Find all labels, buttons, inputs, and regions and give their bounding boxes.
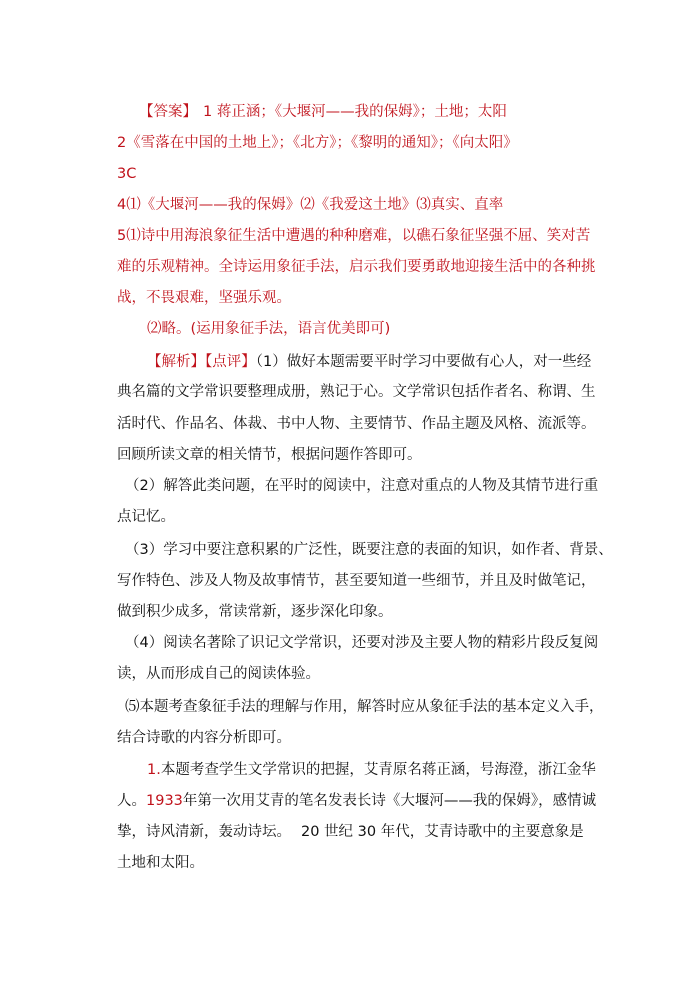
answer-5-line-3: 战，不畏艰难，坚强乐观。: [117, 290, 291, 306]
analysis-p1-line-3: 活时代、作品名、体裁、书中人物、主要情节、作品主题及风格、流派等。: [117, 416, 596, 432]
answer-4: 4⑴《大堰河——我的保姆》⑵《我爱这土地》⑶真实、直率: [117, 197, 504, 213]
answer-1: 1 蒋正涵；《大堰河——我的保姆》；土地；太阳: [203, 104, 507, 120]
analysis-p6-line-1-text: 本题考查学生文学常识的把握，艾青原名蒋正涵，号海澄，浙江金华: [160, 762, 596, 778]
analysis-p6-year: 1933: [146, 793, 183, 809]
analysis-p6-line-3-a: 挚，诗风清新，轰动诗坛。: [117, 824, 291, 840]
answer-3: 3C: [117, 166, 137, 182]
analysis-p1-line-1: （1）做好本题需要平时学习中要做有心人，对一些经: [255, 354, 592, 370]
analysis-p2-line-2: 点记忆。: [117, 509, 175, 525]
analysis-p3-line-2: 写作特色、涉及人物及故事情节，甚至要知道一些细节，并且及时做笔记，: [117, 573, 596, 589]
analysis-p6-line-3: [117, 822, 584, 842]
analysis-p3-line-3: 做到积少成多，常读常新，逐步深化印象。: [117, 604, 393, 620]
analysis-p2-line-1: （2）解答此类问题，在平时的阅读中，注意对重点的人物及其情节进行重: [125, 478, 599, 494]
analysis-p6-line-1: [147, 760, 596, 780]
answer-5-line-1: 5⑴诗中用海浪象征生活中遭遇的种种磨难，以礁石象征坚强不屈、笑对苦: [117, 228, 591, 244]
analysis-p1-line-4: 回顾所读文章的相关情节，根据问题作答即可。: [117, 447, 422, 463]
analysis-line-1: [147, 352, 591, 372]
analysis-p1-line-2: 典名篇的文学常识要整理成册，熟记于心。文学常识包括作者名、称谓、生: [117, 384, 596, 400]
analysis-p3-line-1: （3）学习中要注意积累的广泛性，既要注意的表面的知识，如作者、背景、: [125, 542, 613, 558]
analysis-p5-line-2: 结合诗歌的内容分析即可。: [117, 730, 291, 746]
answer-5-line-2: 难的乐观精神。全诗运用象征手法，启示我们要勇敢地迎接生活中的各种挑: [117, 259, 596, 275]
analysis-p4-line-2: 读，从而形成自己的阅读体验。: [117, 666, 320, 682]
analysis-p6-line-2-a: 人。: [117, 793, 146, 809]
answer-label: 【答案】: [139, 104, 197, 120]
analysis-p6-line-2-b: 年第一次用艾青的笔名发表长诗《大堰河——我的保姆》，感情诚: [182, 793, 597, 809]
analysis-p5-line-1: ⑸本题考查象征手法的理解与作用，解答时应从象征手法的基本定义入手，: [125, 699, 604, 715]
analysis-p6-number: 1.: [147, 762, 161, 778]
analysis-p6-line-3-b: 20 世纪 30 年代，艾青诗歌中的主要意象是: [301, 824, 584, 840]
analysis-p6-line-4: 土地和太阳。: [117, 855, 204, 871]
answer-line-1: [139, 102, 507, 122]
analysis-label: 【解析】【点评】: [147, 354, 256, 370]
analysis-p4-line-1: （4）阅读名著除了识记文学常识，还要对涉及主要人物的精彩片段反复阅: [125, 635, 599, 651]
analysis-p6-line-2: [117, 791, 596, 811]
answer-2: 2《雪落在中国的土地上》；《北方》；《黎明的通知》；《向太阳》: [117, 135, 518, 151]
answer-5-2: ⑵略。(运用象征手法，语言优美即可): [147, 321, 391, 337]
